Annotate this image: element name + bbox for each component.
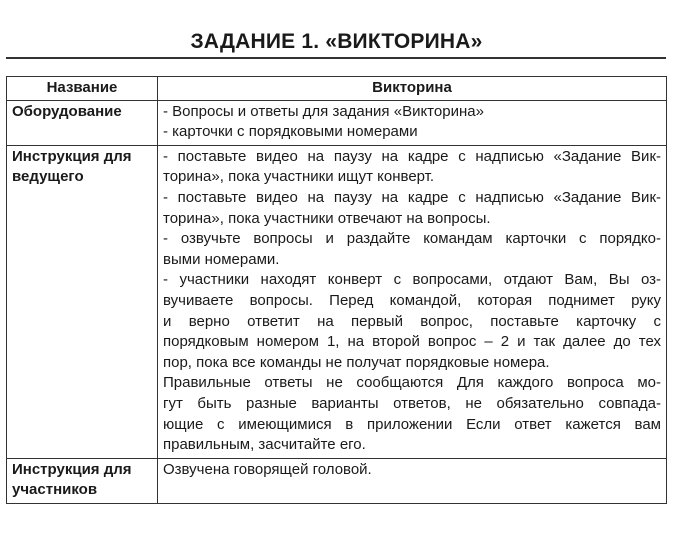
instruction-line: Правильные ответы не сообщаются Для каждого вопроса мо- [163, 374, 661, 392]
participant-line: Озвучена говорящей головой. [163, 460, 372, 478]
equipment-line: - Вопросы и ответы для задания «Викторина» [163, 102, 484, 120]
header-value: Викторина [158, 77, 667, 101]
instruction-line: - озвучьте вопросы и раздайте командам карточки с порядко- [163, 230, 661, 248]
table-row-participant-instructions [7, 458, 667, 503]
instruction-line: выми номерами. [163, 250, 280, 268]
row-value-equipment [158, 100, 667, 145]
table-row-host-instructions [7, 145, 667, 458]
row-value-participant-instructions [158, 458, 667, 503]
instruction-line: гут быть разные варианты ответов, не обязательно совпада- [163, 394, 661, 412]
title-divider [6, 57, 666, 59]
instruction-line: - участники находят конверт с вопросами, отдают Вам, Вы оз- [163, 271, 661, 289]
label-line: Инструкция для [12, 147, 132, 165]
page-title: ЗАДАНИЕ 1. «ВИКТОРИНА» [190, 30, 483, 53]
label-line: ведущего [12, 168, 84, 186]
instruction-line: правильным, засчитайте его. [163, 436, 366, 454]
row-label-participant-instructions [7, 458, 158, 503]
row-label-host-instructions [7, 145, 158, 458]
table-header-row [7, 77, 667, 101]
instruction-line: торина», пока участники отвечают на вопросы. [163, 209, 491, 227]
instruction-line: торина», пока участники ищут конверт. [163, 168, 435, 186]
instruction-line: пор, пока все команды не получат порядковые номера. [163, 353, 550, 371]
label-line: участников [12, 481, 98, 499]
row-label-equipment: Оборудование [7, 100, 158, 145]
task-table [6, 76, 667, 504]
equipment-line: - карточки с порядковыми номерами [163, 123, 418, 141]
row-value-host-instructions [158, 145, 667, 458]
instruction-line: ющие с имеющимися в приложении Если ответ кажется вам [163, 415, 661, 433]
instruction-line: вучиваете вопросы. Перед командой, которая поднимет руку [163, 291, 661, 309]
instruction-line: - поставьте видео на паузу на кадре с надписью «Задание Вик- [163, 147, 661, 165]
table-row-equipment [7, 100, 667, 145]
instruction-line: и верно ответит на первый вопрос, поставьте карточку с [163, 312, 661, 330]
instruction-line: - поставьте видео на паузу на кадре с надписью «Задание Вик- [163, 188, 661, 206]
instruction-line: порядковым номером 1, на второй вопрос – 2 и так далее до тех [163, 333, 661, 351]
label-line: Инструкция для [12, 460, 132, 478]
header-name: Название [7, 77, 158, 101]
